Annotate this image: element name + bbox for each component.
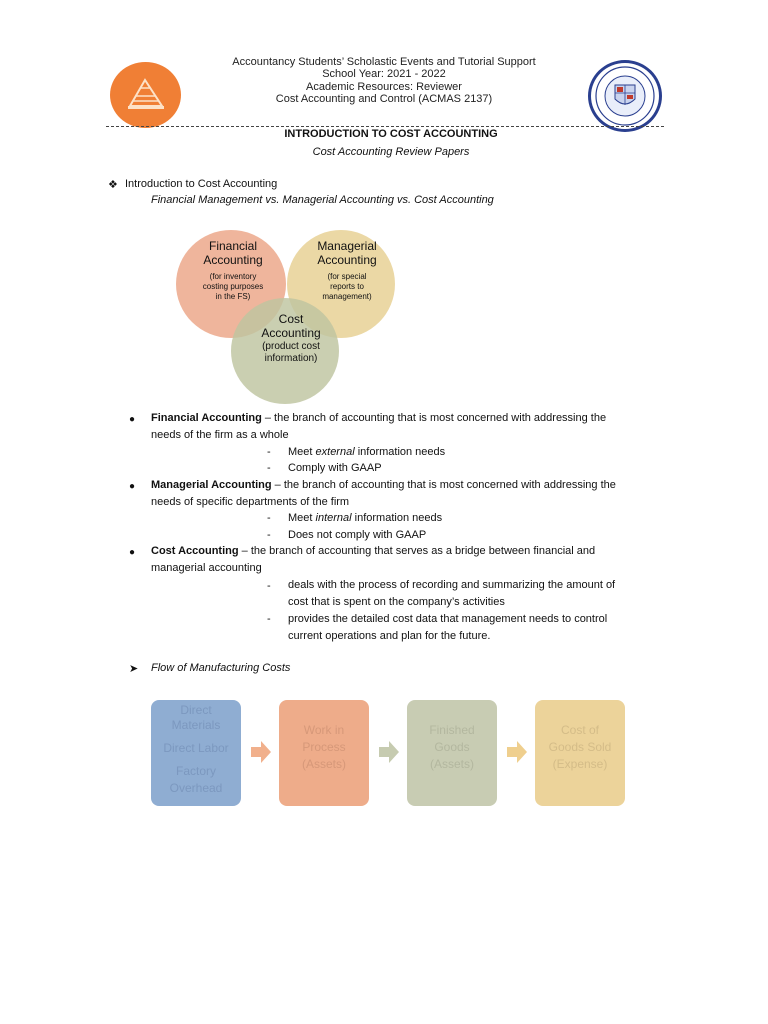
- seal-icon: [591, 63, 659, 129]
- managerial-accounting-label: Managerial Accounting (for special reports to management): [317, 239, 377, 301]
- flow-box-work-in-process: Work in Process (Assets): [279, 700, 369, 806]
- header-line-3: Academic Resources: Reviewer: [306, 81, 462, 93]
- flow-box-finished-goods: Finished Goods (Assets): [407, 700, 497, 806]
- bullet-dot-icon: ●: [129, 481, 136, 492]
- financial-accounting-definition: Financial Accounting – the branch of accounting that is most concerned with addressing the needs of the firm as a whole: [151, 412, 607, 441]
- section-heading: Introduction to Cost Accounting: [125, 178, 278, 190]
- document-subtitle: Cost Accounting Review Papers: [312, 146, 470, 158]
- cost-accounting-term: Cost Accounting: [151, 545, 239, 557]
- flow-box-cost-of-goods-sold: Cost of Goods Sold (Expense): [535, 700, 625, 806]
- managerial-accounting-term: Managerial Accounting: [151, 479, 272, 491]
- section-bullet-icon: ❖: [108, 179, 118, 191]
- financial-sub-item: Meet external information needs: [288, 446, 446, 458]
- dash-marker: -: [267, 529, 271, 541]
- header-line-4: Cost Accounting and Control (ACMAS 2137): [275, 93, 493, 105]
- dash-marker: -: [267, 512, 271, 524]
- managerial-accounting-definition: Managerial Accounting – the branch of accounting that is most concerned with addressing the needs of specific departments of the firm: [151, 479, 616, 508]
- bullet-dot-icon: ●: [129, 414, 136, 425]
- managerial-sub-item: Meet internal information needs: [288, 512, 443, 524]
- financial-accounting-label: Financial Accounting (for inventory costing purposes in the FS): [202, 239, 264, 301]
- financial-sub-item: Comply with GAAP: [288, 462, 382, 474]
- arrow-marker-icon: ➤: [129, 663, 139, 675]
- dash-marker: -: [267, 580, 271, 592]
- flow-heading: Flow of Manufacturing Costs: [151, 662, 291, 674]
- university-seal: [588, 60, 662, 132]
- cost-accounting-label: Cost Accounting (product cost information): [261, 312, 321, 364]
- flow-arrow-icon: [251, 741, 271, 763]
- header-line-1: Accountancy Students’ Scholastic Events and Tutorial Support: [232, 56, 536, 68]
- header-line-2: School Year: 2021 - 2022: [322, 68, 446, 80]
- header-divider: [106, 126, 664, 127]
- flow-box-direct-costs: Direct Materials Direct Labor Factory Overhead: [151, 700, 241, 806]
- section-subheading: Financial Management vs. Managerial Accounting vs. Cost Accounting: [151, 194, 494, 206]
- cost-sub-item: provides the detailed cost data that management needs to control current operations and plan for the future.: [288, 613, 608, 642]
- cost-sub-item: deals with the process of recording and summarizing the amount of cost that is spent on the company’s activities: [288, 579, 616, 608]
- dash-marker: -: [267, 462, 271, 474]
- document-title: INTRODUCTION TO COST ACCOUNTING: [284, 128, 498, 140]
- managerial-sub-item: Does not comply with GAAP: [288, 529, 427, 541]
- flow-arrow-icon: [507, 741, 527, 763]
- bullet-dot-icon: ●: [129, 547, 136, 558]
- dash-marker: -: [267, 446, 271, 458]
- dash-marker: -: [267, 613, 271, 625]
- cost-accounting-definition: Cost Accounting – the branch of accounting that serves as a bridge between financial and managerial accounting: [151, 545, 596, 574]
- flow-arrow-icon: [379, 741, 399, 763]
- financial-accounting-term: Financial Accounting: [151, 412, 262, 424]
